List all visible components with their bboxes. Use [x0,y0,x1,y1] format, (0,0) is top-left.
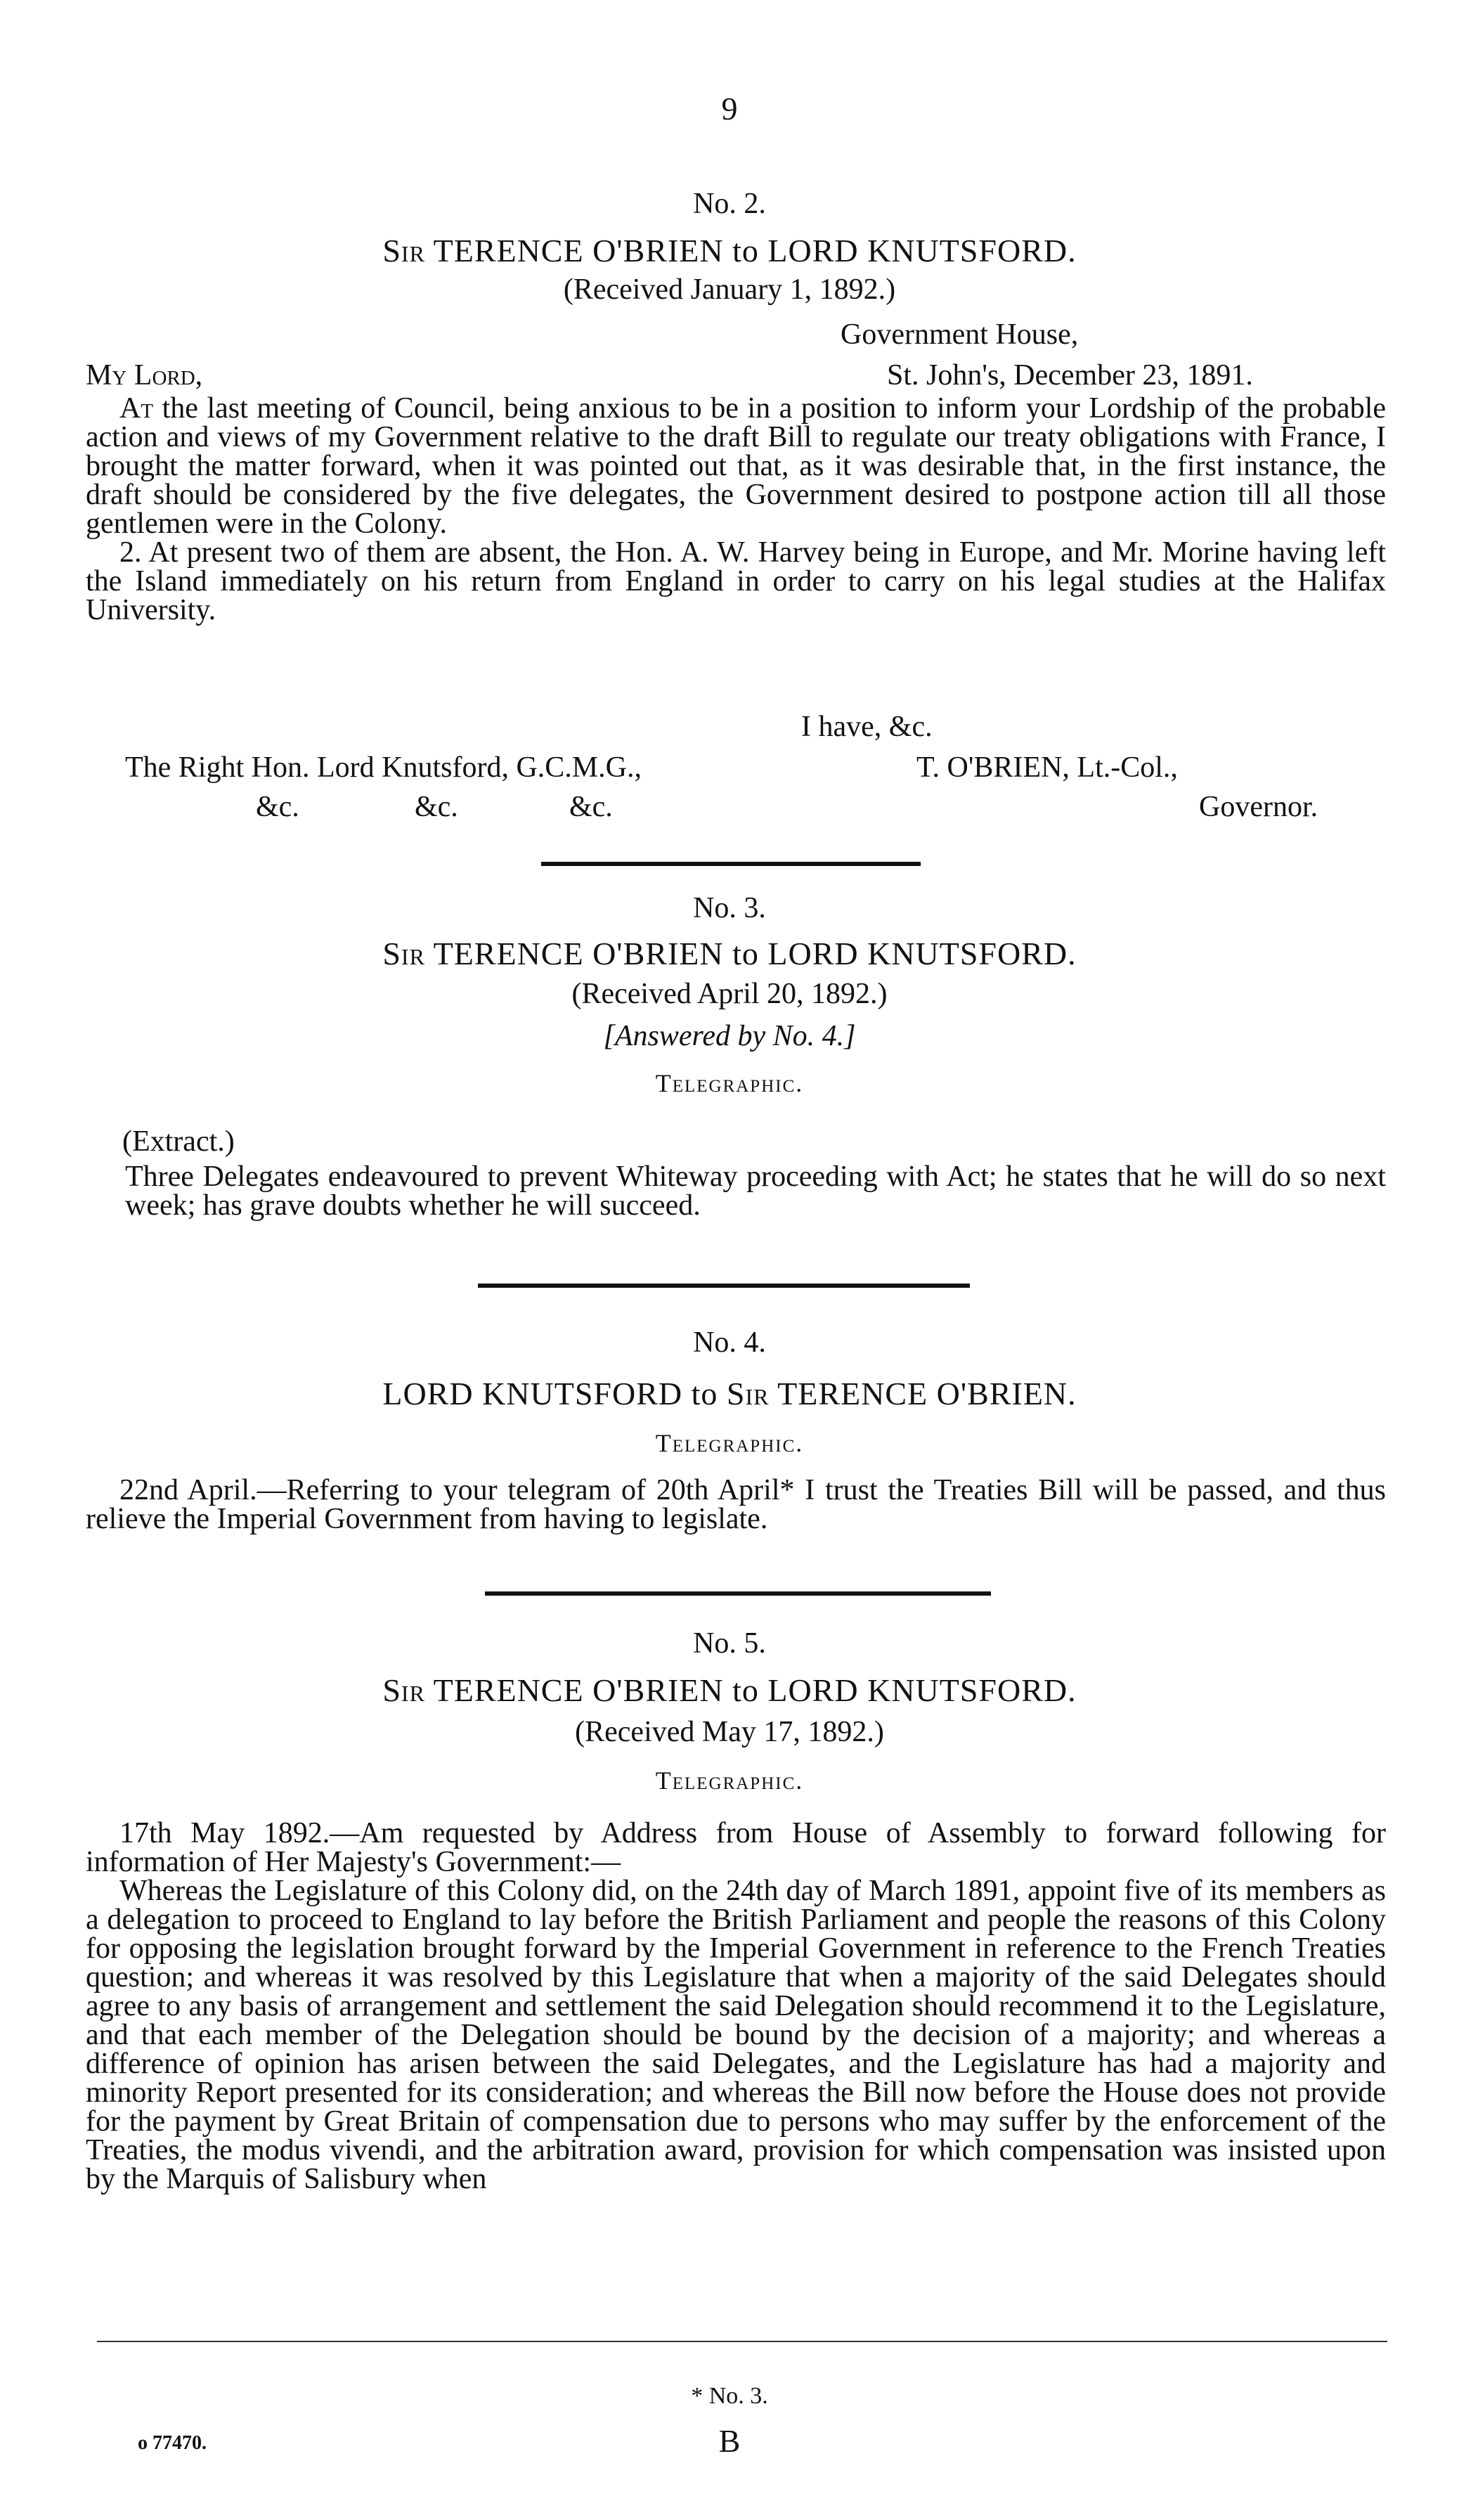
doc4-title-a: LORD KNUTSFORD to [382,1376,718,1411]
doc4-title-prefix: Sir [726,1376,770,1411]
doc2-address-line2: St. John's, December 23, 1891. [887,359,1253,392]
doc3-title [0,935,1459,972]
page-number: 9 [721,91,738,127]
footnote: * No. 3. [691,2383,768,2409]
doc2-title-rest: TERENCE O'BRIEN to LORD KNUTSFORD. [433,233,1077,269]
doc3-text-content: Three Delegates endeavoured to prevent Whiteway proceeding with Act; he states that he will do so next week; has grave doubts whether he will succeed. [125,1161,1386,1222]
doc4-body [86,1476,1386,1534]
doc2-address-line1: Government House, [841,318,1079,351]
doc3-number: No. 3. [693,892,766,924]
doc5-para2: Whereas the Legislature of this Colony did, on the 24th day of March 1891, appoint five of its members as a delegation to proceed to England to lay before the British Parliament and people the reasons of this Colony for opposing the legislation brought forward by the Imperial Government in reference to the French Treaties question; and whereas it was resolved by this Legislature that when a majority of the said Delegates should agree to any basis of arrangement and settlement the said Delegation should recommend it to the Legislature, and that each member of the Delegation should be bound by the decision of a majority; and whereas a difference of opinion has arisen between the said Delegates, and the Legislature has had a majority and minority Report presented for its consideration; and whereas the Bill now before the House does not provide for the payment by Great Britain of compensation due to persons who may suffer by the enforcement of the Treaties, the modus vivendi, and the arbitration award, provision for which compensation was insisted upon by the Marquis of Salisbury when [86,1875,1386,2195]
print-code: o 77470. [138,2432,207,2454]
section-divider [541,862,921,866]
doc2-signature-title: Governor. [1199,791,1318,823]
doc5-title-prefix: Sir [382,1672,425,1708]
section-divider [485,1591,991,1596]
doc5-title [0,1672,1459,1709]
doc2-received: (Received January 1, 1892.) [563,273,896,306]
doc2-etc-2: &c. [415,791,458,823]
doc3-received: (Received April 20, 1892.) [571,978,888,1010]
doc4-title [0,1375,1459,1412]
doc3-extract: (Extract.) [122,1125,235,1158]
section-divider [478,1284,970,1288]
doc2-etc-1: &c. [256,791,299,823]
doc2-title-prefix: Sir [382,233,425,269]
doc2-number: No. 2. [693,188,766,220]
doc3-body [86,1163,1386,1220]
doc4-mode: Telegraphic. [655,1429,804,1457]
doc3-mode: Telegraphic. [655,1069,804,1097]
doc5-body [86,1819,1386,2194]
doc3-title-prefix: Sir [382,936,425,971]
doc5-para1: 17th May 1892.—Am requested by Address from House of Assembly to forward following for information of Her Majesty's Government:— [86,1817,1386,1878]
doc2-salutation: My Lord, [86,359,203,392]
doc2-para1-lead: At [119,392,154,425]
doc3-title-rest: TERENCE O'BRIEN to LORD KNUTSFORD. [433,936,1077,971]
doc2-para1 [86,394,1386,538]
doc2-signature: T. O'BRIEN, Lt.-Col., [916,751,1178,784]
doc2-closing: I have, &c. [801,711,933,743]
doc2-body [86,394,1386,625]
doc5-number: No. 5. [693,1627,766,1660]
footnote-divider [97,2341,1387,2342]
signature-mark: B [718,2423,741,2459]
doc4-number: No. 4. [693,1326,766,1359]
doc2-title [0,232,1459,269]
doc2-para1-text: the last meeting of Council, being anxious to be in a position to inform your Lordship of the probable action and views of my Government relative to the draft Bill to regulate our treaty obligations with France, I brought the matter forward, when it was pointed out that, as it was desirable that, in the first instance, the draft should be considered by the five delegates, the Government desired to postpone action till all those gentlemen were in the Colony. [86,392,1387,540]
doc3-text [86,1163,1386,1220]
doc5-received: (Received May 17, 1892.) [575,1716,884,1748]
doc4-text: 22nd April.—Referring to your telegram of 20th April* I trust the Treaties Bill will be passed, and thus relieve the Imperial Government from having to legislate. [86,1474,1386,1535]
doc4-title-b: TERENCE O'BRIEN. [777,1376,1077,1411]
doc2-etc-3: &c. [569,791,613,823]
doc2-para2: 2. At present two of them are absent, the Hon. A. W. Harvey being in Europe, and Mr. Morine having left the Island immediately on his return from England in order to carry on his legal studies at the Halifax University. [86,536,1386,626]
doc2-addressee: The Right Hon. Lord Knutsford, G.C.M.G., [125,751,642,784]
doc3-answered: [Answered by No. 4.] [603,1020,856,1052]
doc5-title-rest: TERENCE O'BRIEN to LORD KNUTSFORD. [433,1672,1077,1708]
doc5-mode: Telegraphic. [655,1766,804,1795]
